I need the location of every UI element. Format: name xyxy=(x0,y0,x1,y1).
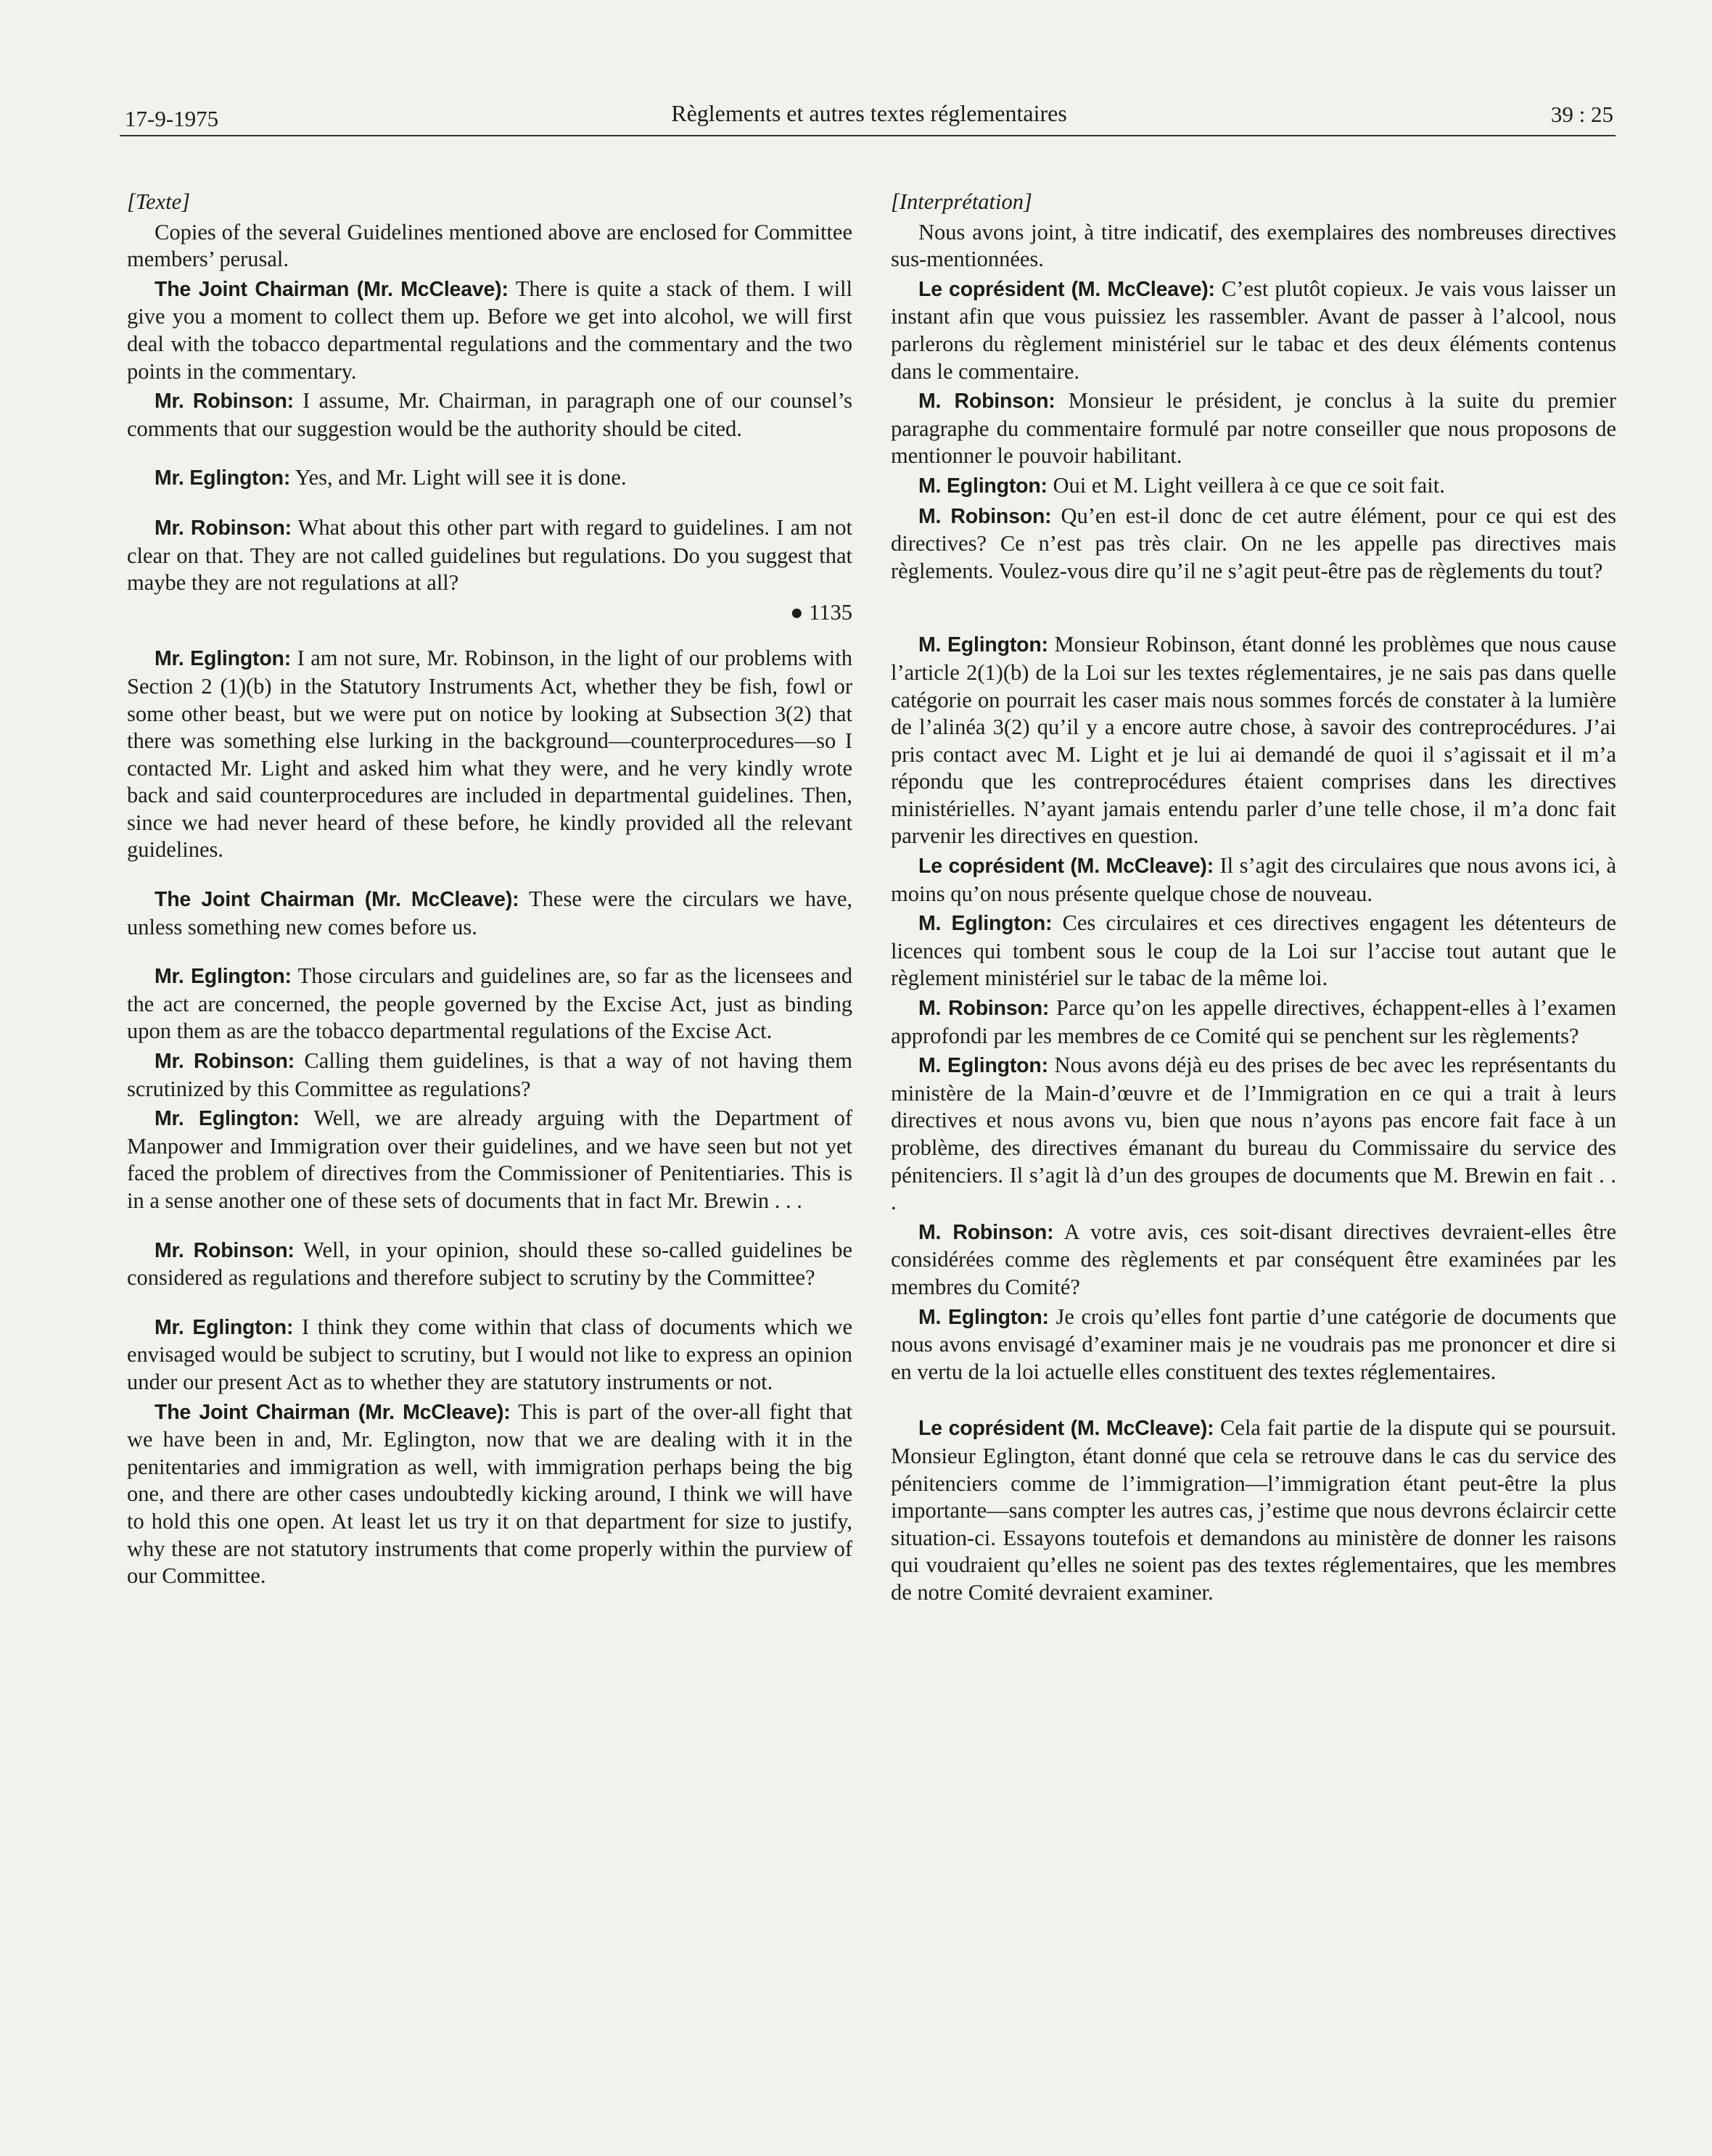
paragraph-text: Nous avons déjà eu des prises de bec avec les représentants du ministère de la Main-d’œuvre et de l’Immigration en ce qui a trait à leurs directives et nous avons vu, bien que nous n’ayons pas encore fait face à un problème, des directives émanant du bureau du Commissaire du service des pénitenciers. Il s’agit là d’un des groupes de documents que M. Brewin en fait . . . xyxy=(891,1053,1616,1215)
paragraph xyxy=(891,472,1616,501)
paragraph-text: What about this other part with regard to guidelines. I am not clear on that. They are not called guidelines but regulations. Do you suggest that maybe they are not regulations at all? xyxy=(127,514,852,596)
speaker-name: M. Eglington: xyxy=(918,912,1053,936)
paragraph-text: I assume, Mr. Chairman, in paragraph one of our counsel’s comments that our suggestion would be the authority should be cited. xyxy=(127,388,852,441)
paragraph-text: Copies of the several Guidelines mentioned above are enclosed for Committee members’ perusal. xyxy=(127,219,852,272)
speaker-name: The Joint Chairman (Mr. McCleave): xyxy=(155,888,519,912)
paragraph-text: I am not sure, Mr. Robinson, in the light of our problems with Section 2 (1)(b) in the Statutory Instruments Act, whether they be fish, fowl or some other beast, but we were put on notice by looking at Subsection 3(2) that there was something else lurking in the background—counterprocedures—so I contacted Mr. Light and asked him what they were, and he very kindly wrote back and said counterprocedures are included in departmental guidelines. Then, since we had never heard of these before, he kindly provided all the relevant guidelines. xyxy=(127,646,852,863)
paragraph xyxy=(127,219,852,273)
paragraph xyxy=(127,963,852,1045)
speaker-name: The Joint Chairman (Mr. McCleave): xyxy=(155,277,509,301)
speaker-name: Mr. Eglington: xyxy=(155,965,292,989)
paragraph xyxy=(127,387,852,443)
speaker-name: M. Robinson: xyxy=(918,997,1050,1021)
paragraph xyxy=(891,1415,1616,1606)
paragraph-text: Well, we are already arguing with the Department of Manpower and Immigration over their guidelines, and we have seen but not yet faced the problem of directives from the Commissioner of Penitentiaries. This is in a sense another one of these sets of documents that in fact Mr. Brewin . . . xyxy=(127,1106,852,1213)
paragraph-text: Those circulars and guidelines are, so far as the licensees and the act are concerned, the people governed by the Excise Act, just as binding upon them as are the tobacco departmental regulations of the Excise Act. xyxy=(127,963,853,1044)
french-column xyxy=(891,189,1616,1609)
paragraph-text: C’est plutôt copieux. Je vais vous laisser un instant afin que vous puissiez les rassembler. Avant de passer à l’alcool, nous parlerons du règlement ministériel sur le tabac et des deux éléments contenus dans le commentaire. xyxy=(891,276,1616,384)
speaker-name: M. Robinson: xyxy=(918,390,1055,413)
paragraph-text: Je crois qu’elles font partie d’une catégorie de documents que nous avons envisagé d’examiner mais je ne voudrais pas me prononcer et dire si en vertu de la loi actuelle elles constituent des textes réglementaires. xyxy=(891,1304,1616,1384)
paragraph xyxy=(891,387,1616,470)
paragraph xyxy=(891,852,1616,908)
paragraph-text: These were the circulars we have, unless something new comes before us. xyxy=(127,886,852,939)
paragraph xyxy=(891,1052,1616,1217)
paragraph-text: Il s’agit des circulaires que nous avons ici, à moins qu’on nous présente quelque chose de nouveau. xyxy=(891,853,1617,906)
header-page-number: 39 : 25 xyxy=(1550,102,1613,127)
paragraph xyxy=(127,886,852,941)
header-rule xyxy=(120,135,1616,136)
speaker-name: M. Robinson: xyxy=(918,1220,1054,1244)
paragraph xyxy=(891,503,1616,585)
paragraph-text: Nous avons joint, à titre indicatif, des exemplaires des nombreuses directives sus-mentionnées. xyxy=(891,219,1616,272)
paragraph-text: Parce qu’on les appelle directives, échappent-elles à l’examen approfondi par les membres de ce Comité qui se penchent sur les règlements? xyxy=(891,995,1616,1048)
speaker-name: M. Eglington: xyxy=(918,1305,1049,1329)
page-header xyxy=(125,100,1613,138)
paragraph xyxy=(891,631,1616,850)
language-tag: [Interprétation] xyxy=(891,189,1032,214)
paragraph-text: Monsieur Robinson, étant donné les problèmes que nous cause l’article 2(1)(b) de la Loi sur les textes réglementaires, je ne sais pas dans quelle catégorie on pourrait les caser mais nous sommes forcés de constater à la lumière de l’alinéa 3(2) qu’il y a encore autre chose, à savoir des contreprocédures. J’ai pris contact avec M. Light et je lui ai demandé de quoi il s’agissait et il m’a répondu que les contreprocédures étaient comprises dans les directives ministérielles. N’ayant jamais entendu parler d’une telle chose, il m’a donc fait parvenir les directives en question. xyxy=(891,632,1616,849)
speaker-name: Le coprésident (M. McCleave): xyxy=(918,1417,1214,1441)
paragraph-text: A votre avis, ces soit-disant directives devraient-elles être considérées comme des règlements et par conséquent être examinées par les membres du Comité? xyxy=(891,1219,1616,1299)
speaker-name: M. Eglington: xyxy=(918,474,1048,498)
language-tag: [Texte] xyxy=(127,189,190,214)
paragraph xyxy=(127,645,852,864)
paragraph-text: Calling them guidelines, is that a way of not having them scrutinized by this Committee as regulations? xyxy=(127,1048,852,1101)
paragraph xyxy=(127,1399,852,1590)
paragraph xyxy=(891,1304,1616,1386)
paragraph-text: Monsieur le président, je conclus à la suite du premier paragraphe du commentaire formulé par notre conseiller que nous proposons de mentionner le pouvoir habilitant. xyxy=(891,388,1616,469)
speaker-name: M. Eglington: xyxy=(918,1054,1048,1078)
speaker-name: Mr. Eglington: xyxy=(155,1107,300,1131)
speaker-name: Mr. Robinson: xyxy=(155,390,294,413)
paragraph-text: Qu’en est-il donc de cet autre élément, pour ce qui est des directives? Ce n’est pas très clair. On ne les appelle pas directives mais règlements. Voulez-vous dire qu’il ne s’agit peut-être pas de règlements du tout? xyxy=(891,503,1616,583)
speaker-name: Mr. Eglington: xyxy=(155,1315,294,1339)
speaker-name: Mr. Robinson: xyxy=(155,1238,295,1262)
time-marker: ● 1135 xyxy=(790,599,852,625)
paragraph-text: Well, in your opinion, should these so-called guidelines be considered as regulations and therefore subject to scrutiny by the Committee? xyxy=(127,1237,853,1291)
paragraph-text: Cela fait partie de la dispute qui se poursuit. Monsieur Eglington, étant donné que cela se retrouve dans le cas du service des pénitenciers comme de l’immigration—l’immigration étant peut-être la plus importante—sans compter les autres cas, j’estime que nous devrons éclaircir cette situation-ci. Essayons toutefois et demandons au ministère de donner les raisons qui voudraient qu’elles ne soient pas des textes réglementaires, que les membres de notre Comité devraient examiner. xyxy=(891,1415,1616,1605)
speaker-name: Le coprésident (M. McCleave): xyxy=(918,855,1214,879)
paragraph-text: I think they come within that class of documents which we envisaged would be subject to scrutiny, but I would not like to express an opinion under our present Act as to whether they are statutory instruments or not. xyxy=(127,1314,852,1394)
paragraph xyxy=(891,1219,1616,1301)
paragraph xyxy=(127,1048,852,1103)
paragraph xyxy=(891,910,1616,992)
paragraph-text: Oui et M. Light veillera à ce que ce soit fait. xyxy=(1047,472,1445,498)
speaker-name: Mr. Robinson: xyxy=(155,1050,295,1074)
speaker-name: Mr. Eglington: xyxy=(155,466,291,490)
paragraph-text: This is part of the over-all fight that we have been in and, Mr. Eglington, now that we are dealing with it in the penitentaries and immigration as well, with immigration perhaps being the big one, and there are other cases undoubtedly kicking around, I think we will have to hold this one open. At least let us try it on that department for size to justify, why these are not statutory instruments that come properly within the purview of our Committee. xyxy=(127,1399,853,1589)
speaker-name: Mr. Eglington: xyxy=(155,647,292,671)
paragraph xyxy=(891,276,1616,385)
paragraph xyxy=(127,1105,852,1214)
speaker-name: Mr. Robinson: xyxy=(155,516,292,540)
paragraph xyxy=(127,1237,852,1292)
paragraph xyxy=(127,1314,852,1396)
paragraph-text: Ces circulaires et ces directives engagent les détenteurs de licences qui tombent sous le coup de la Loi sur l’accise tout autant que le règlement ministériel sur le tabac de la même loi. xyxy=(891,910,1616,991)
paragraph-text: Yes, and Mr. Light will see it is done. xyxy=(290,465,627,490)
paragraph-text: There is quite a stack of them. I will give you a moment to collect them up. Before we get into alcohol, we will first deal with the tobacco departmental regulations and the commentary and the two points in the commentary. xyxy=(127,276,852,384)
speaker-name: M. Robinson: xyxy=(918,504,1052,528)
english-column xyxy=(127,189,852,1592)
header-title: Règlements et autres textes réglementaires xyxy=(671,100,1067,126)
paragraph xyxy=(127,464,852,493)
paragraph xyxy=(127,276,852,385)
speaker-name: The Joint Chairman (Mr. McCleave): xyxy=(155,1400,511,1424)
speaker-name: Le coprésident (M. McCleave): xyxy=(918,277,1215,301)
paragraph xyxy=(891,995,1616,1050)
paragraph xyxy=(891,219,1616,273)
speaker-name: M. Eglington: xyxy=(918,633,1048,657)
header-date: 17-9-1975 xyxy=(125,106,219,131)
paragraph xyxy=(127,514,852,597)
